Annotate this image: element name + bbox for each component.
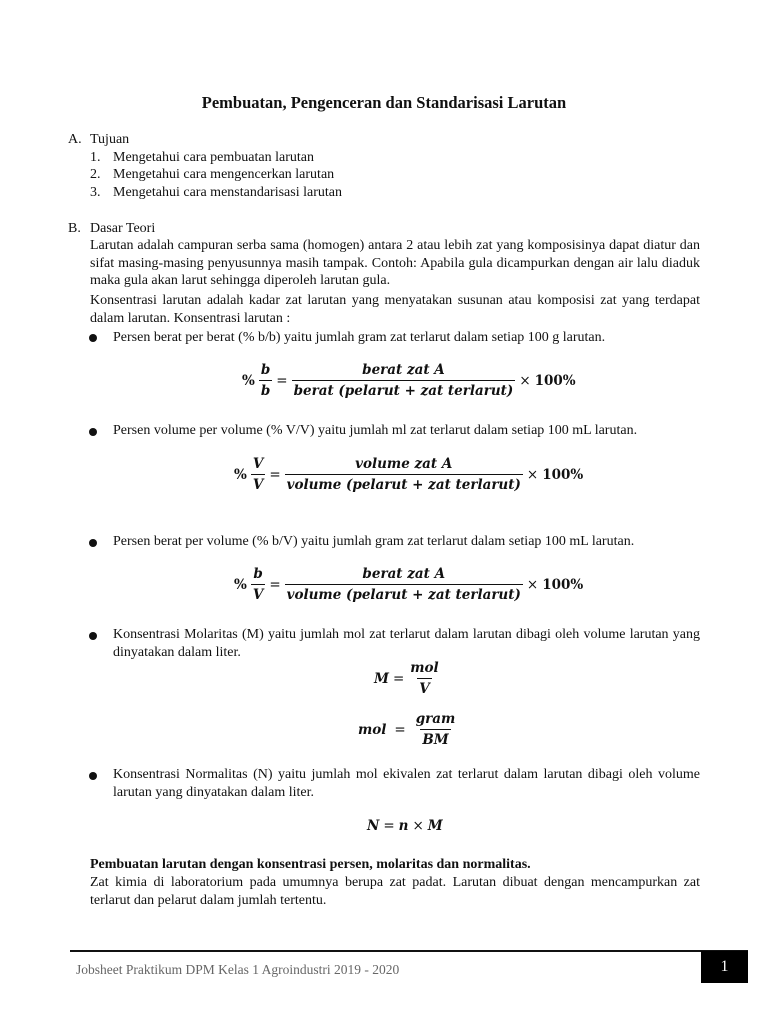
- equals-sign: =: [383, 818, 395, 834]
- formula-percent-vv: [234, 456, 583, 493]
- section-b-letter: B.: [68, 221, 81, 236]
- list-item-number: 2.: [90, 167, 101, 182]
- equals-sign: =: [269, 576, 281, 593]
- times-sign: ×: [526, 576, 539, 593]
- fraction-denominator: volume (pelarut + zat terlarut): [285, 474, 523, 493]
- bullet-item-normalitas: Konsentrasi Normalitas (N) yaitu jumlah mol ekivalen zat terlarut dalam larutan dibagi oleh volume larutan yang dinyatakan dalam liter.: [113, 767, 700, 800]
- bullet-icon: [89, 539, 97, 547]
- formula-mol: [358, 711, 457, 748]
- lhs-symbol: M: [374, 670, 389, 687]
- lhs-denominator: b: [259, 380, 272, 399]
- factor-n: n: [398, 818, 409, 834]
- equals-sign: =: [276, 372, 288, 389]
- footer-divider: [70, 950, 748, 952]
- bullet-item-molaritas: Konsentrasi Molaritas (M) yaitu jumlah mol zat terlarut dalam larutan dibagi oleh volume larutan yang dinyatakan dalam liter.: [113, 627, 700, 660]
- formula-molaritas: [374, 660, 441, 697]
- equals-sign: =: [269, 466, 281, 483]
- times-sign: ×: [412, 818, 424, 834]
- list-item: Mengetahui cara menstandarisasi larutan: [113, 185, 342, 200]
- times-sign: ×: [519, 372, 531, 389]
- lhs-numerator: b: [260, 362, 271, 378]
- percent-sign: %: [234, 466, 247, 483]
- list-item: Mengetahui cara pembuatan larutan: [113, 150, 314, 165]
- closing-paragraph: Zat kimia di laboratorium pada umumnya berupa zat padat. Larutan dibuat dengan mencampurkan zat terlarut dan pelarut dalam jumlah tertentu.: [90, 875, 700, 908]
- theory-paragraph-2: Konsentrasi larutan adalah kadar zat larutan yang menyatakan susunan atau komposisi zat yang terdapat dalam larutan. Konsentrasi larutan :: [90, 293, 700, 326]
- bullet-icon: [89, 334, 97, 342]
- fraction-denominator: V: [417, 678, 431, 697]
- section-a-letter: A.: [68, 132, 82, 147]
- hundred-percent: 100%: [542, 466, 584, 483]
- lhs-symbol: mol: [358, 721, 387, 738]
- bullet-item-percent-vv: Persen volume per volume (% V/V) yaitu jumlah ml zat terlarut dalam setiap 100 mL larutan.: [113, 423, 638, 438]
- list-item-number: 1.: [90, 150, 101, 165]
- fraction-numerator: mol: [410, 660, 439, 676]
- list-item: Mengetahui cara mengencerkan larutan: [113, 167, 335, 182]
- page-number-badge: [701, 951, 748, 983]
- fraction-denominator: berat (pelarut + zat terlarut): [292, 380, 516, 399]
- section-a-heading: Tujuan: [90, 132, 130, 147]
- section-b-heading: Dasar Teori: [90, 221, 156, 236]
- equals-sign: =: [394, 721, 406, 738]
- bullet-icon: [89, 772, 97, 780]
- bullet-item-percent-bb: Persen berat per berat (% b/b) yaitu jumlah gram zat terlarut dalam setiap 100 g larutan.: [113, 330, 606, 345]
- formula-percent-bb: [242, 362, 576, 399]
- fraction-denominator: volume (pelarut + zat terlarut): [285, 584, 523, 603]
- footer-text: Jobsheet Praktikum DPM Kelas 1 Agroindustri 2019 - 2020: [76, 962, 400, 977]
- lhs-denominator: V: [251, 584, 265, 603]
- page-number: 1: [720, 958, 729, 975]
- times-sign: ×: [526, 466, 539, 483]
- fraction-denominator: BM: [420, 729, 450, 748]
- formula-percent-bv: [234, 566, 583, 603]
- equals-sign: =: [392, 670, 405, 687]
- percent-sign: %: [242, 372, 255, 389]
- percent-sign: %: [234, 576, 247, 593]
- formula-normalitas: [367, 818, 443, 834]
- page-title: Pembuatan, Pengenceran dan Standarisasi Larutan: [201, 93, 567, 112]
- lhs-symbol: N: [367, 818, 380, 834]
- fraction-numerator: gram: [415, 711, 456, 727]
- bullet-icon: [89, 428, 97, 436]
- hundred-percent: 100%: [534, 372, 576, 389]
- lhs-numerator: V: [252, 456, 264, 472]
- fraction-numerator: berat zat A: [362, 362, 445, 378]
- factor-m: M: [427, 818, 443, 834]
- list-item-number: 3.: [90, 185, 101, 200]
- bullet-icon: [89, 632, 97, 640]
- fraction-numerator: berat zat A: [362, 566, 446, 582]
- bullet-item-percent-bv: Persen berat per volume (% b/V) yaitu jumlah gram zat terlarut dalam setiap 100 mL larutan.: [113, 534, 635, 549]
- hundred-percent: 100%: [542, 576, 584, 593]
- theory-paragraph-1: Larutan adalah campuran serba sama (homogen) antara 2 atau lebih zat yang komposisinya dapat diatur dan sifat masing-masing penyusunnya masih tampak. Contoh: Apabila gula dicampurkan dengan air lalu diaduk maka gula akan larut sehingga diperoleh larutan gula.: [90, 238, 700, 288]
- fraction-numerator: volume zat A: [355, 456, 453, 472]
- lhs-numerator: b: [253, 566, 263, 582]
- lhs-denominator: V: [251, 474, 265, 493]
- closing-heading: Pembuatan larutan dengan konsentrasi persen, molaritas dan normalitas.: [90, 857, 531, 872]
